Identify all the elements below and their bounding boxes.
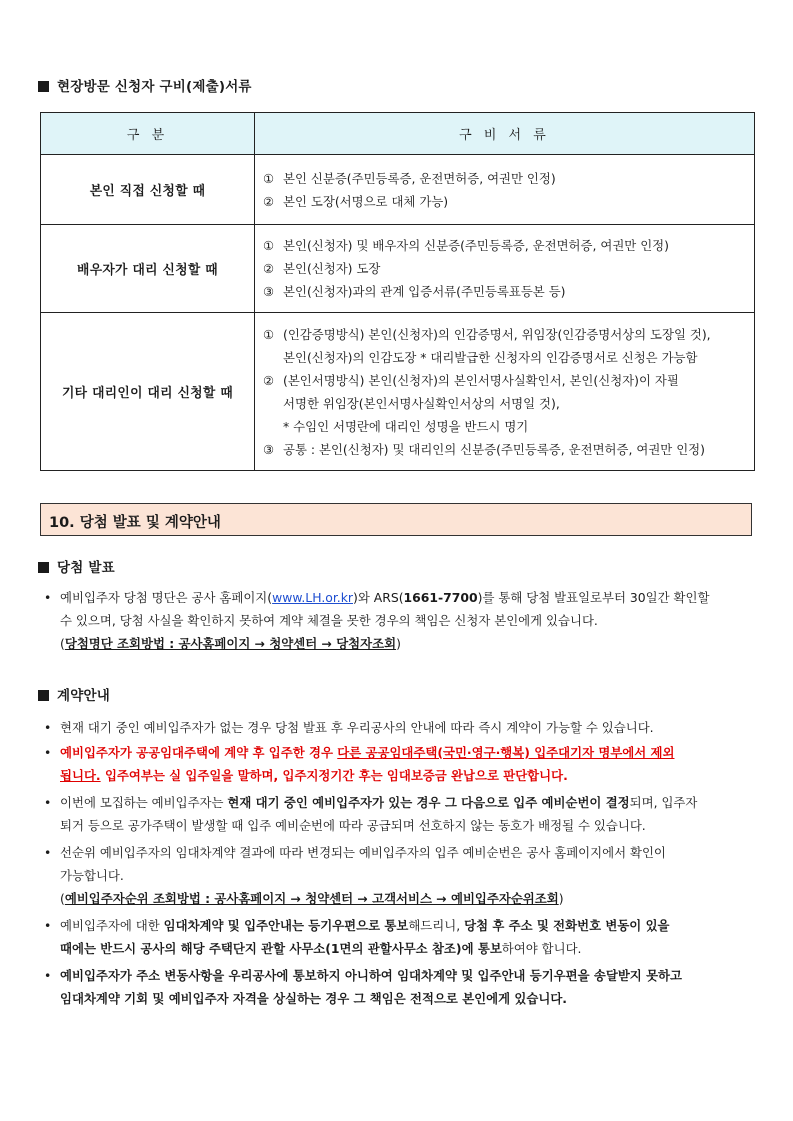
bullet-icon: •: [44, 845, 52, 860]
row-category: 배우자가 대리 신청할 때: [41, 225, 255, 313]
waitlist-lookup-path: 예비입주자순위 조회방법 : 공사홈페이지 → 청약센터 → 고객서비스 → 예비입주자순위조회: [64, 891, 559, 906]
documents-table: [40, 112, 755, 471]
list-item: ② 본인(신청자) 도장: [263, 261, 381, 276]
bullet-icon: •: [44, 968, 52, 983]
list-item: ① (인감증명방식) 본인(신청자)의 인감증명서, 위임장(인감증명서상의 도장일 것),: [263, 326, 711, 342]
list-item: ③ 공통 : 본인(신청자) 및 대리인의 신분증(주민등록증, 운전면허증, 여권만 인정): [263, 441, 705, 457]
contract-item: • 이번에 모집하는 예비입주자는 현재 대기 중인 예비입주자가 있는 경우 그 다음으로 입주 예비순번이 결정되며, 입주자 퇴거 등으로 공가주택이 발생할 때 입주 예비순번에 따라 공급되며 선호하지 않는 동호가 배정될 수 있습니다.: [44, 791, 756, 837]
list-item-continuation: 서명한 위임장(본인서명사실확인서상의 서명일 것),: [283, 395, 560, 411]
bullet-icon: •: [44, 795, 52, 810]
section-heading-contract: 계약안내: [38, 684, 110, 704]
list-item: ② 본인 도장(서명으로 대체 가능): [263, 193, 449, 209]
section-banner: [40, 503, 752, 536]
bullet-icon: •: [44, 918, 52, 933]
section-heading-text: 현장방문 신청자 구비(제출)서류: [57, 79, 252, 95]
contract-item: • 예비입주자가 공공임대주택에 계약 후 입주한 경우 다른 공공임대주택(국민·영구·행복) 입주대기자 명부에서 제외 됩니다. 입주여부는 실 입주일을 말하며, 입주지정기간 후는 임대보증금 완납으로 판단합니다.: [44, 741, 756, 787]
row-documents: [255, 313, 755, 471]
row-documents: [255, 155, 755, 225]
list-item-note: * 수임인 서명란에 대리인 성명을 반드시 명기: [283, 418, 529, 434]
contract-item: • 현재 대기 중인 예비입주자가 없는 경우 당첨 발표 후 우리공사의 안내에 따라 즉시 계약이 가능할 수 있습니다.: [44, 716, 756, 739]
lh-homepage-link[interactable]: www.LH.or.kr: [272, 590, 353, 605]
bullet-icon: •: [44, 590, 52, 605]
bullet-icon: •: [44, 745, 52, 760]
ars-number: 1661-7700: [403, 590, 478, 605]
list-item-continuation: 본인(신청자)의 인감도장 * 대리발급한 신청자의 인감증명서로 신청은 가능함: [283, 349, 698, 365]
list-item: ③ 본인(신청자)과의 관계 입증서류(주민등록표등본 등): [263, 284, 566, 299]
list-item: ① 본인 신분증(주민등록증, 운전면허증, 여권만 인정): [263, 170, 556, 186]
square-bullet-icon: [38, 562, 49, 573]
row-category: 기타 대리인이 대리 신청할 때: [41, 313, 255, 471]
table-row: [41, 225, 755, 313]
column-header-category: 구 분: [41, 113, 255, 155]
square-bullet-icon: [38, 81, 49, 92]
section-heading-documents: [38, 75, 252, 95]
row-documents: [255, 225, 755, 313]
table-row: [41, 313, 755, 471]
contract-item: • 예비입주자가 주소 변동사항을 우리공사에 통보하지 아니하여 임대차계약 및 입주안내 등기우편을 송달받지 못하고 임대차계약 기회 및 예비입주자 자격을 상실하는 경우 그 책임은 전적으로 본인에게 있습니다.: [44, 964, 756, 1010]
table-header-row: [41, 113, 755, 155]
section-heading-announcement: 당첨 발표: [38, 556, 115, 576]
bullet-icon: •: [44, 720, 52, 735]
list-item: ② (본인서명방식) 본인(신청자)의 본인서명사실확인서, 본인(신청자)이 자필: [263, 372, 679, 388]
announcement-paragraph: • 예비입주자 당첨 명단은 공사 홈페이지(www.LH.or.kr)와 ARS(1661-7700)를 통해 당첨 발표일로부터 30일간 확인할 수 있으며, 당첨 사실을 확인하지 못하여 계약 체결을 못한 경우의 책임은 신청자 본인에게 있습니다. (당첨명단 조회방법 : 공사홈페이지 → 청약센터 → 당첨자조회): [44, 586, 756, 655]
row-category: 본인 직접 신청할 때: [41, 155, 255, 225]
section-title: 10. 당첨 발표 및 계약안내: [49, 515, 221, 531]
contract-item: • 예비입주자에 대한 임대차계약 및 입주안내는 등기우편으로 통보해드리니, 당첨 후 주소 및 전화번호 변동이 있을 때에는 반드시 공사의 해당 주택단지 관할 사무소(1면의 관할사무소 참조)에 통보하여야 합니다.: [44, 914, 756, 960]
table-row: [41, 155, 755, 225]
square-bullet-icon: [38, 690, 49, 701]
winner-lookup-path: 당첨명단 조회방법 : 공사홈페이지 → 청약센터 → 당첨자조회: [64, 636, 397, 651]
column-header-documents: 구 비 서 류: [255, 113, 755, 155]
list-item: ① 본인(신청자) 및 배우자의 신분증(주민등록증, 운전면허증, 여권만 인정): [263, 238, 669, 253]
contract-item: • 선순위 예비입주자의 임대차계약 결과에 따라 변경되는 예비입주자의 입주 예비순번은 공사 홈페이지에서 확인이 가능합니다. (예비입주자순위 조회방법 : 공사홈페이지 → 청약센터 → 고객서비스 → 예비입주자순위조회): [44, 841, 756, 910]
